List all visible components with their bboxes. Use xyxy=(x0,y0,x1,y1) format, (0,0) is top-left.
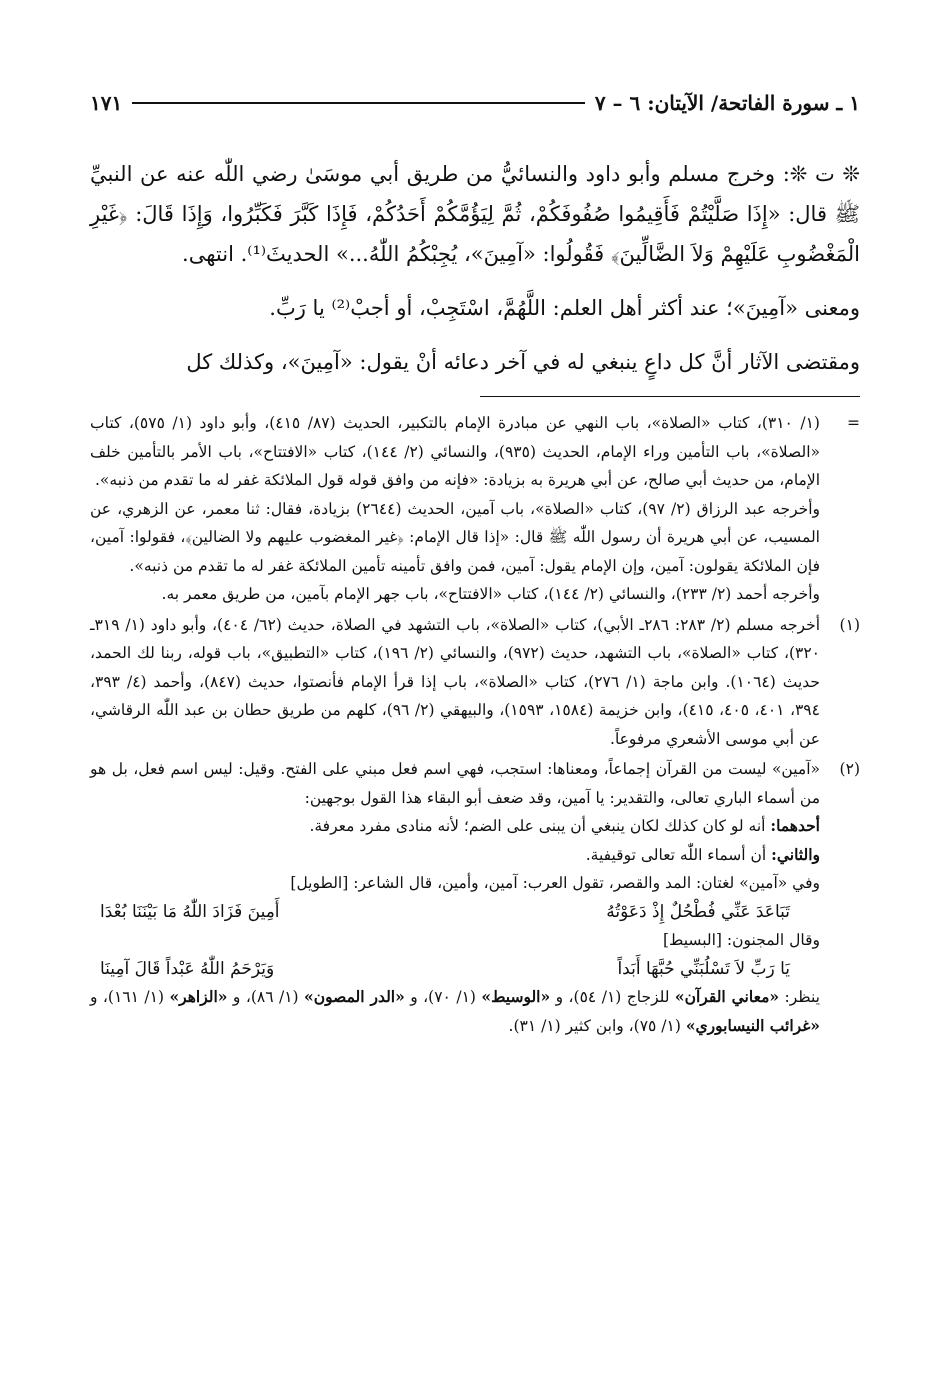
source-ref: للزجاج (١/ ٥٤)، و xyxy=(550,988,675,1006)
running-title: ١ ـ سورة الفاتحة/ الآيتان: ٦ – ٧ xyxy=(594,91,860,115)
second-point-text: أن أسماء اللّٰه تعالى توقيفية. xyxy=(585,845,772,864)
footnote-separator xyxy=(480,396,860,397)
header-rule xyxy=(132,102,585,104)
footnote-2 xyxy=(90,755,860,1040)
book-page xyxy=(90,88,860,1042)
footnote-marker: (٢) xyxy=(839,760,860,778)
footnote-2-content xyxy=(90,755,820,1040)
footnote-marker: (١) xyxy=(839,615,860,634)
label-first: أحدهما: xyxy=(770,816,820,835)
footnote-text: أخرجه مسلم (٢/ ٢٨٣: ٢٨٦ـ الأبي)، كتاب «الصلاة»، باب التشهد في الصلاة، حديث (٦٢/ ٤٠٤)، وأبو داود (١/ ٣١٩ـ ٣٢٠)، كتاب «الصلاة»، باب التشهد، حديث (٩٧٢)، والنسائي (٢/ ١٩٦)، كتاب «التطبيق»، باب قوله، ربنا لك الحمد، حديث (١٠٦٤). وابن ماجة (١/ ٢٧٦)، كتاب «الصلاة»، باب إذا قرأ الإمام فأنصتوا، حديث (٨٤٧)، وأحمد (٤/ ٣٩٣، ٣٩٤، ٤٠١، ٤٠٥، ٤١٥)، وابن خزيمة (١٥٨٤، ١٥٩٣)، والبيهقي (٢/ ٩٦)، كلهم من طريق حطان بن عبد اللّٰه الرقاشي، عن أبي موسى الأشعري مرفوعاً. xyxy=(90,615,820,748)
sources-line xyxy=(90,983,820,1040)
page-number: ١٧١ xyxy=(90,91,123,115)
source-ref: (١/ ١٦١)، و xyxy=(90,988,170,1006)
sources-prefix: ينظر: xyxy=(779,988,820,1006)
continuation-marker: = xyxy=(847,414,860,432)
paragraph-amin-meaning: ومعنى «آمِينَ»؛ عند أكثر أهل العلم: اللَّهُمَّ، اسْتَجِبْ، أو أجبْ⁽²⁾ يا رَبِّ. xyxy=(269,296,860,320)
source-title: «غرائب النيسابوري» xyxy=(685,1015,820,1035)
first-point-text: أنه لو كان كذلك لكان ينبغي أن يبنى على الضم؛ لأنه منادى مفرد معرفة. xyxy=(309,817,771,835)
main-text xyxy=(90,154,860,382)
footnote-text: (١/ ٣١٠)، كتاب «الصلاة»، باب النهي عن مبادرة الإمام بالتكبير، الحديث (٨٧/ ٤١٥)، وأبو داود (١/ ٥٧٥)، كتاب «الصلاة»، باب التأمين وراء الإمام، الحديث (٩٣٥)، والنسائي (٢/ ١٤٤)، كتاب «الافتتاح»، باب الأمر بالتأمين خلف الإمام، من حديث أبي صالح، عن أبي هريرة به بزيادة: «فإنه من وافق قوله قول الملائكة غفر له ما تقدم من ذنبه». xyxy=(90,414,820,489)
poetry-verse-2 xyxy=(90,955,820,984)
footnote-1-content xyxy=(90,611,820,754)
source-title: «الدر المصون» xyxy=(304,987,405,1006)
source-ref: (١/ ٨٦)، و xyxy=(227,988,305,1006)
footnotes xyxy=(90,409,860,1040)
source-title: «الوسيط» xyxy=(481,987,551,1006)
verse-hemistich: أَمِينَ فَزَادَ اللّٰهُ مَا بَيْنَنَا بُعْدَا xyxy=(100,901,280,922)
label-second: والثاني: xyxy=(771,844,820,864)
paragraph-athar: ومقتضى الآثار أنَّ كل داعٍ ينبغي له في آخر دعائه أنْ يقول: «آمِينَ»، وكذلك كل xyxy=(186,350,860,374)
verse-hemistich: يَا رَبِّ لاَ تَسْلُبَنِّي حُبَّهَا أَبَداً xyxy=(617,958,790,979)
footnote-continuation xyxy=(90,409,860,609)
source-title: «معاني القرآن» xyxy=(674,987,780,1006)
poetry-verse-1 xyxy=(90,898,820,927)
verse-hemistich: وَيَرْحَمُ اللّٰهُ عَبْداً قَالَ آمِينَا xyxy=(100,958,275,979)
footnote-text: وأخرجه عبد الرزاق (٢/ ٩٧)، كتاب «الصلاة»، باب آمين، الحديث (٢٦٤٤) بزيادة، فقال: ثنا معمر، عن الزهري، عن المسيب، عن أبي هريرة أن رسول اللّٰه ﷺ قال: «إذا قال الإمام: ﴿غير المغضوب عليهم ولا الضالين﴾، فقولوا: آمين، فإن الملائكة يقولون: آمين، وإن الإمام يقول: آمين، فمن وافق تأمينه تأمين الملائكة غفر له ما تقدم من ذنبه». xyxy=(90,499,820,575)
source-ref: (١/ ٧٥)، وابن كثير (١/ ٣١). xyxy=(508,1016,686,1035)
source-title: «الزاهر» xyxy=(169,987,228,1006)
paragraph-hadith: ❊ ت ❊: وخرج مسلم وأبو داود والنسائيُّ من طريق أبي موسَىٰ رضي اللّٰه عنه عن النبيِّ ﷺ قال: «إِذَا صَلَّيْتُمْ فَأَقِيمُوا صُفُوفَكُمْ، ثُمَّ لِيَؤُمَّكُمْ أَحَدُكُمْ، فَإِذَا كَبَّرَ فَكَبِّرُوا، وَإِذَا قَالَ: ﴿غَيْرِ الْمَغْضُوبِ عَلَيْهِمْ وَلاَ الضَّالِّينَ﴾ فَقُولُوا: «آمِينَ»، يُجِبْكُمُ اللّٰهُ...» الحديثَ⁽¹⁾. انتهى. xyxy=(90,162,860,266)
footnote-continuation-content xyxy=(90,409,820,609)
page-header xyxy=(90,88,860,118)
footnote-first-point xyxy=(90,812,820,841)
footnote-1 xyxy=(90,611,860,754)
footnote-text: «آمين» ليست من القرآن إجماعاً، ومعناها: استجب، فهي اسم فعل مبني على الفتح. وقيل: ليس اسم فعل، بل هو من أسماء الباري تعالى، والتقدير: يا آمين، وقد ضعف أبو البقاء هذا القول بوجهين: xyxy=(90,760,820,807)
footnote-text: وأخرجه أحمد (٢/ ٢٣٣)، والنسائي (٢/ ١٤٤)، كتاب «الافتتاح»، باب جهر الإمام بآمين، من طريق معمر به. xyxy=(161,585,820,603)
source-ref: (١/ ٧٠)، و xyxy=(404,988,482,1006)
verse-hemistich: تَبَاعَدَ عَنِّي فُطْحُلٌ إِذْ دَعَوْتُهُ xyxy=(606,901,790,922)
footnote-second-point xyxy=(90,841,820,870)
footnote-text: وقال المجنون: [البسيط] xyxy=(662,931,820,949)
footnote-text: وفي «آمين» لغتان: المد والقصر، تقول العرب: آمين، وأمين، قال الشاعر: [الطويل] xyxy=(290,874,820,892)
